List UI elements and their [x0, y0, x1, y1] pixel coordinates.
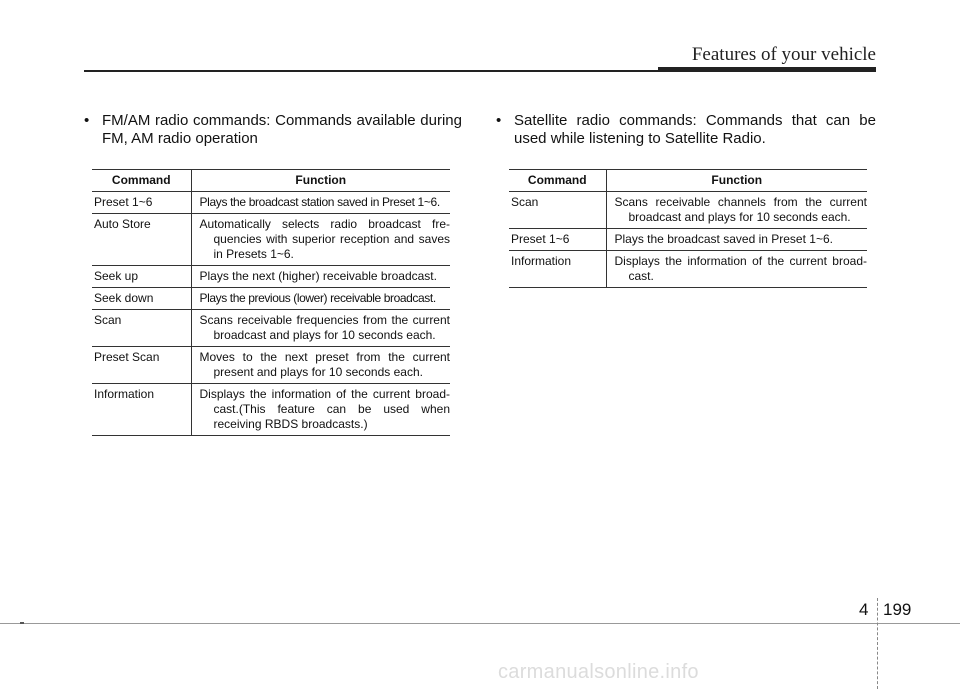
satellite-command-table	[509, 169, 867, 288]
column-header-command: Command	[509, 170, 606, 192]
table-row	[509, 251, 867, 288]
table-row	[92, 384, 450, 436]
fm-am-intro-text: FM/AM radio commands: Commands available during FM, AM radio operation	[102, 112, 462, 147]
command-cell: Preset 1~6	[509, 229, 606, 251]
function-cell: Displays the information of the current broad-cast.(This feature can be used when receiving RBDS broadcasts.)	[199, 387, 450, 431]
command-cell: Scan	[509, 192, 606, 229]
command-cell: Preset Scan	[92, 347, 191, 384]
fm-am-command-table	[92, 169, 450, 436]
command-cell: Information	[92, 384, 191, 436]
table-row	[92, 310, 450, 347]
table-row	[92, 192, 450, 214]
function-cell: Moves to the next preset from the current present and plays for 10 seconds each.	[199, 350, 450, 379]
function-cell: Plays the broadcast saved in Preset 1~6.	[606, 229, 867, 251]
satellite-intro-text: Satellite radio commands: Commands that can be used while listening to Satellite Radio.	[514, 112, 876, 147]
satellite-intro	[496, 112, 876, 148]
bullet-icon: •	[84, 112, 90, 129]
command-cell: Auto Store	[92, 214, 191, 266]
table-row	[92, 214, 450, 266]
function-cell: Scans receivable frequencies from the current broadcast and plays for 10 seconds each.	[199, 313, 450, 342]
function-cell: Scans receivable channels from the current broadcast and plays for 10 seconds each.	[614, 195, 867, 224]
chapter-number: 4	[859, 600, 869, 619]
command-cell: Seek up	[92, 266, 191, 288]
table-header-row	[509, 170, 867, 192]
table-row	[509, 192, 867, 229]
column-header-function: Function	[606, 170, 867, 192]
function-cell: Displays the information of the current broad-cast.	[614, 254, 867, 283]
command-cell: Scan	[92, 310, 191, 347]
command-cell: Information	[509, 251, 606, 288]
watermark: carmanualsonline.info	[498, 661, 699, 683]
page-header-title: Features of your vehicle	[691, 44, 876, 65]
function-cell: Plays the previous (lower) receivable broadcast.	[191, 288, 450, 310]
function-cell: Automatically selects radio broadcast fre-quencies with superior reception and saves in Presets 1~6.	[199, 217, 450, 261]
footer-rule-mark	[20, 622, 24, 624]
command-cell: Preset 1~6	[92, 192, 191, 214]
header-rule-accent	[658, 67, 876, 72]
command-cell: Seek down	[92, 288, 191, 310]
function-cell: Plays the broadcast station saved in Preset 1~6.	[191, 192, 450, 214]
table-header-row	[92, 170, 450, 192]
table-row	[92, 288, 450, 310]
column-header-command: Command	[92, 170, 191, 192]
table-row	[509, 229, 867, 251]
footer-rule	[0, 623, 960, 624]
page-number: 199	[883, 600, 912, 619]
table-row	[92, 347, 450, 384]
column-header-function: Function	[191, 170, 450, 192]
footer-divider	[877, 598, 878, 689]
function-cell: Plays the next (higher) receivable broadcast.	[191, 266, 450, 288]
bullet-icon: •	[496, 112, 502, 129]
table-row	[92, 266, 450, 288]
fm-am-intro	[84, 112, 462, 148]
